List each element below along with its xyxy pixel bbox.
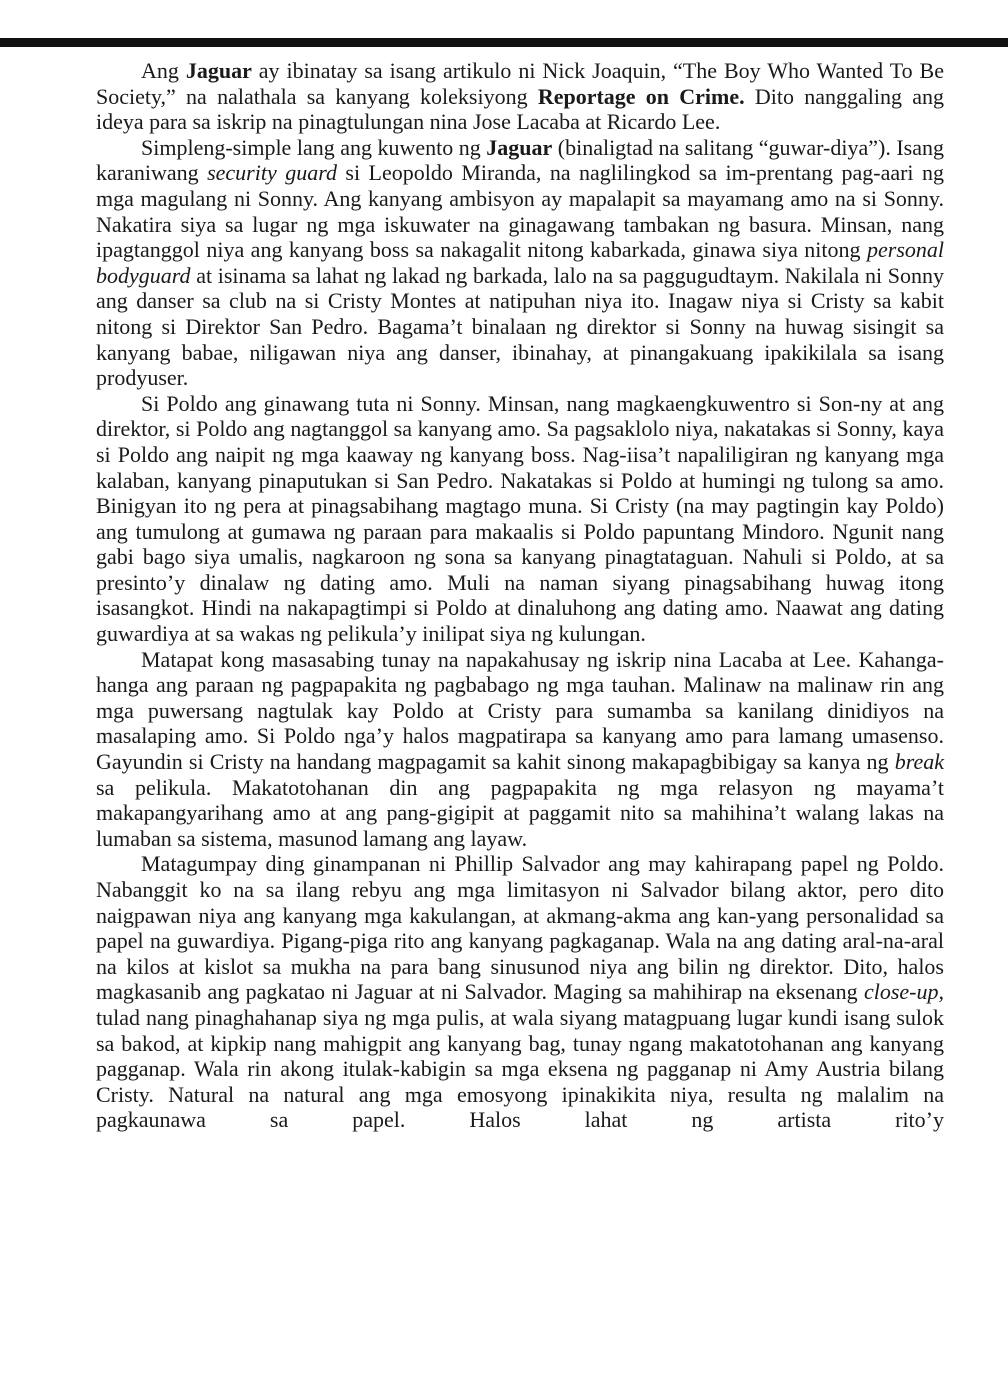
title-reportage-on-crime: Reportage on Crime. (537, 83, 745, 109)
paragraph-jaguar-source (96, 58, 944, 135)
text-run: ay ibinatay sa isang artikulo ni Nick Joaquin, “The Boy Who Wanted To Be Society,” na nalathala sa kanyang koleksiyong (96, 58, 944, 109)
text-run: tulad nang pinaghahanap siya ng mga pulis, at wala siyang matagpuang lugar kundi isang sulok sa bakod, at kipkip nang mahigpit ang kanyang bag, tunay ngang makatotohanan ang kanyang pagganap. Wala rin akong itulak-kabigin sa mga eksena ng pagganap ni Amy Austria bilang Cristy. Natural na natural ang mga emosyong ipinakikita niya, resulta ng malalim na pagkaunawa sa papel. Halos lahat ng artista rito’y (96, 1004, 944, 1133)
paragraph-story-summary (96, 135, 944, 391)
top-rule (0, 38, 1008, 47)
text-run: Si Poldo ang ginawang tuta ni Sonny. Minsan, nang magkaengkuwentro si Son-ny at ang direktor, si Poldo ang nagtanggol sa kanyang amo. Sa pagsaklolo niya, nakatakas si Sonny, kaya si Poldo ang naipit ng mga kaaway ng kanyang boss. Nag-iisa’t napaliligiran ng kanyang mga kalaban, kanyang pinaputukan si San Pedro. Nakatakas si Poldo at humingi ng tulong sa amo. Binigyan ito ng pera at pinagsabihang magtago muna. Si Cristy (na may pagtingin kay Poldo) ang tumulong at gumawa ng paraan para makaalis si Poldo papuntang Mindoro. Ngunit nang gabi bago siya umalis, nagkaroon ng sona sa kanyang pinagtataguan. Nahuli si Poldo, at sa presinto’y dinalaw ng dating amo. Muli na naman siyang pinagsabihang huwag itong isasangkot. Hindi na nakapagtimpi si Poldo at dinaluhong ang dating amo. Naawat ang dating guwardiya at sa wakas ng pelikula’y inilipat siya ng kulungan. (96, 390, 944, 647)
title-jaguar: Jaguar (486, 134, 553, 160)
text-run: at isinama sa lahat ng lakad ng barkada, lalo na sa paggugudtaym. Nakilala ni Sonny ang danser sa club na si Cristy Montes at natipuhan niya ito. Inagaw niya si Cristy sa kabit nitong si Direktor San Pedro. Bagama’t binalaan ng direktor si Sonny na huwag sisingit sa kanyang babae, niligawan niya ang danser, ibinahay, at pinangakuang ipakikilala sa isang prodyuser. (96, 262, 944, 391)
text-run: (binaligtad na salitang “guwar-diya”). Isang karaniwang (96, 134, 945, 186)
text-run: sa pelikula. Makatotohanan din ang pagpapakita ng mga relasyon ng mayama’t makapangyarihang amo at ang pang-gigipit at paggamit nito sa mahihina’t walang lakas na lumaban sa sistema, masunod lamang ang layaw. (96, 774, 944, 851)
title-jaguar: Jaguar (185, 58, 252, 83)
term-close-up: close-up, (863, 979, 944, 1005)
paragraph-acting (96, 851, 944, 1133)
term-break: break (894, 749, 944, 775)
paragraph-plot (96, 391, 944, 647)
text-run: Matagumpay ding ginampanan ni Phillip Salvador ang may kahirapang papel ng Poldo. Nabanggit ko na sa ilang rebyu ang mga limitasyon ni Salvador bilang aktor, pero dito naigpawan niya ang kanyang mga kakulangan, at akmang-akma ang kan-yang personalidad sa papel na guwardiya. Pigang-piga rito ang kanyang pagkaganap. Wala na ang dating aral-na-aral na kilos at kislot sa mukha na para bang sinusunod niya ang bilin ng direktor. Dito, halos magkasanib ang pagkatao ni Jaguar at ni Salvador. Maging sa mahihirap na eksenang (96, 851, 944, 1005)
term-security-guard: security guard (207, 160, 337, 186)
text-run: Matapat kong masasabing tunay na napakahusay ng iskrip nina Lacaba at Lee. Kahanga-hanga ang paraan ng pagpapakita ng pagbabago ng mga tauhan. Malinaw na malinaw rin ang mga puwersang nagtulak kay Poldo at Cristy para sumamba sa kanilang dinidiyos na masalaping amo. Si Poldo nga’y halos magpatirapa sa kanyang amo para lamang umasenso. Gayundin si Cristy na handang magpagamit sa kahit sinong makapagbibigay sa kanya ng (96, 646, 944, 775)
text-run: Ang (141, 58, 186, 83)
text-run: Simpleng-simple lang ang kuwento ng (141, 134, 487, 160)
term-personal-bodyguard: personal bodyguard (96, 237, 944, 288)
text-run: Dito nanggaling ang ideya para sa iskrip na pinagtulungan nina Jose Lacaba at Ricardo Lee. (96, 83, 944, 135)
paragraph-script-praise (96, 647, 944, 852)
article-body (96, 58, 944, 1133)
text-run: si Leopoldo Miranda, na naglilingkod sa im-prentang pag-aari ng mga magulang ni Sonny. Ang kanyang ambisyon ay mapalapit sa mayamang amo na si Sonny. Nakatira siya sa lugar ng mga iskuwater na ginagawang tambakan ng basura. Minsan, nang ipagtanggol niya ang kanyang boss sa nakagalit nitong kabarkada, ginawa siya nitong (96, 160, 945, 263)
